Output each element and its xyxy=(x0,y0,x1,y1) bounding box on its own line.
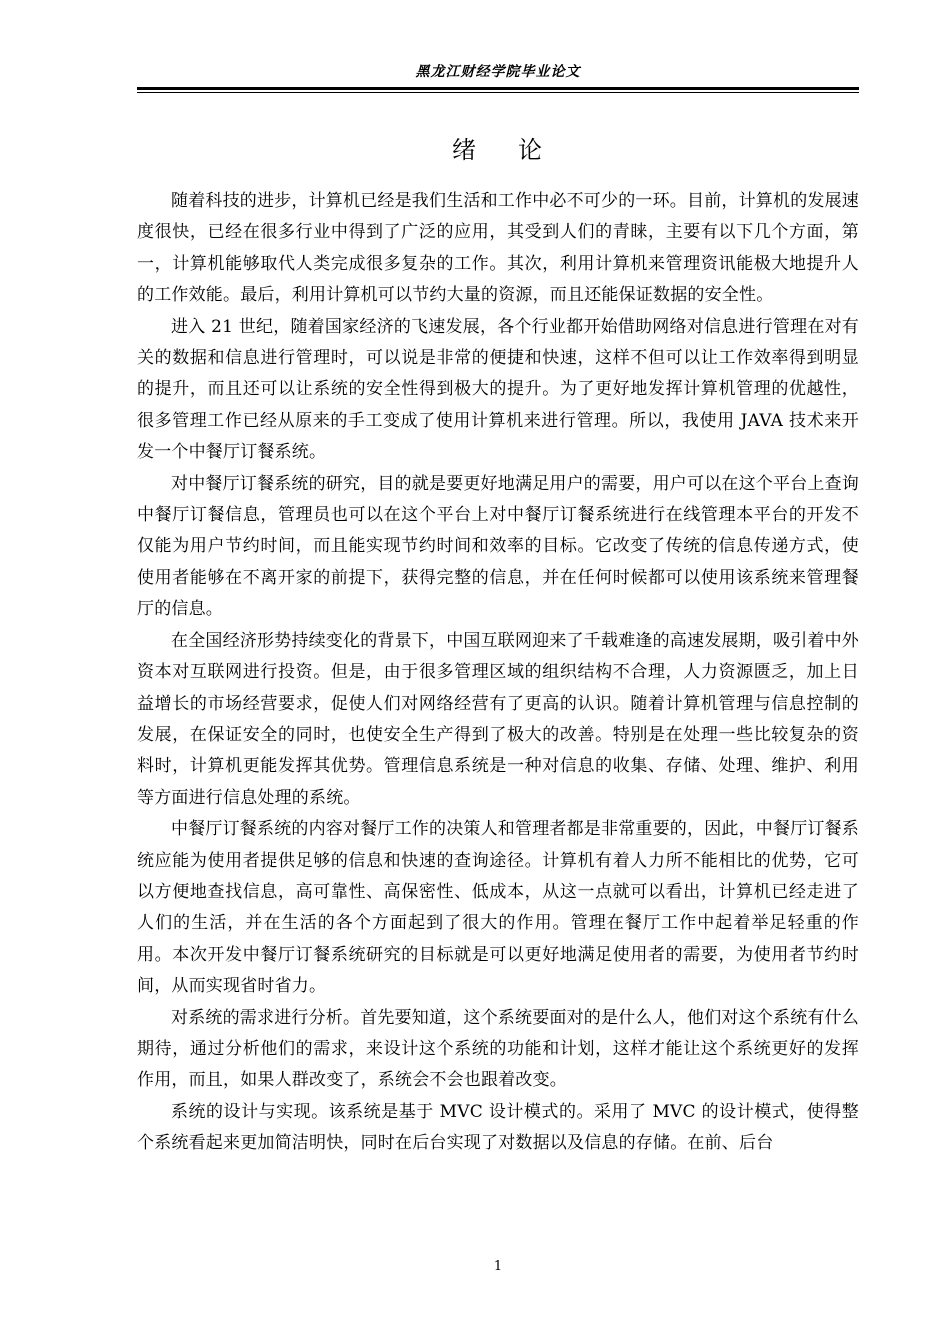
page-number: 1 xyxy=(493,1259,503,1274)
header-rule-thick xyxy=(137,87,859,90)
header-rule-thin xyxy=(137,92,859,93)
paragraph: 中餐厅订餐系统的内容对餐厅工作的决策人和管理者都是非常重要的，因此，中餐厅订餐系统应能为使用者提供足够的信息和快速的查询途径。计算机有着人力所不能相比的优势，它可以方便地查找信息，高可靠性、高保密性、低成本，从这一点就可以看出，计算机已经走进了人们的生活，并在生活的各个方面起到了很大的作用。管理在餐厅工作中起着举足轻重的作用。本次开发中餐厅订餐系统研究的目标就是可以更好地满足使用者的需要，为使用者节约时间，从而实现省时省力。 xyxy=(137,819,859,997)
running-header: 黑龙江财经学院毕业论文 xyxy=(415,64,581,80)
paragraph: 进入 21 世纪，随着国家经济的飞速发展，各个行业都开始借助网络对信息进行管理在对有关的数据和信息进行管理时，可以说是非常的便捷和快速，这样不但可以让工作效率得到明显的提升，而且还可以让系统的安全性得到极大的提升。为了更好地发挥计算机管理的优越性，很多管理工作已经从原来的手工变成了使用计算机来进行管理。所以，我使用 JAVA 技术来开发一个中餐厅订餐系统。 xyxy=(137,316,859,463)
chapter-title xyxy=(137,132,859,168)
body-text xyxy=(137,186,859,1160)
paragraph: 系统的设计与实现。该系统是基于 MVC 设计模式的。采用了 MVC 的设计模式，使得整个系统看起来更加简洁明快，同时在后台实现了对数据以及信息的存储。在前、后台 xyxy=(137,1101,859,1154)
chapter-title-part1: 绪 xyxy=(452,136,478,164)
paragraph: 随着科技的进步，计算机已经是我们生活和工作中必不可少的一环。目前，计算机的发展速度很快，已经在很多行业中得到了广泛的应用，其受到人们的青睐，主要有以下几个方面，第一，计算机能够取代人类完成很多复杂的工作。其次，利用计算机来管理资讯能极大地提升人的工作效能。最后，利用计算机可以节约大量的资源，而且还能保证数据的安全性。 xyxy=(137,191,859,306)
chapter-title-part2: 论 xyxy=(518,136,544,164)
paragraph: 对中餐厅订餐系统的研究，目的就是要更好地满足用户的需要，用户可以在这个平台上查询中餐厅订餐信息，管理员也可以在这个平台上对中餐厅订餐系统进行在线管理本平台的开发不仅能为用户节约时间，而且能实现节约时间和效率的目标。它改变了传统的信息传递方式，使使用者能够在不离开家的前提下，获得完整的信息，并在任何时候都可以使用该系统来管理餐厅的信息。 xyxy=(137,473,859,620)
paragraph: 在全国经济形势持续变化的背景下，中国互联网迎来了千载难逢的高速发展期，吸引着中外资本对互联网进行投资。但是，由于很多管理区域的组织结构不合理，人力资源匮乏，加上日益增长的市场经营要求，促使人们对网络经营有了更高的认识。随着计算机管理与信息控制的发展，在保证安全的同时，也使安全生产得到了极大的改善。特别是在处理一些比较复杂的资料时，计算机更能发挥其优势。管理信息系统是一种对信息的收集、存储、处理、维护、利用等方面进行信息处理的系统。 xyxy=(137,630,859,808)
paragraph: 对系统的需求进行分析。首先要知道，这个系统要面对的是什么人，他们对这个系统有什么期待，通过分析他们的需求，来设计这个系统的功能和计划，这样才能让这个系统更好的发挥作用，而且，如果人群改变了，系统会不会也跟着改变。 xyxy=(137,1007,859,1091)
